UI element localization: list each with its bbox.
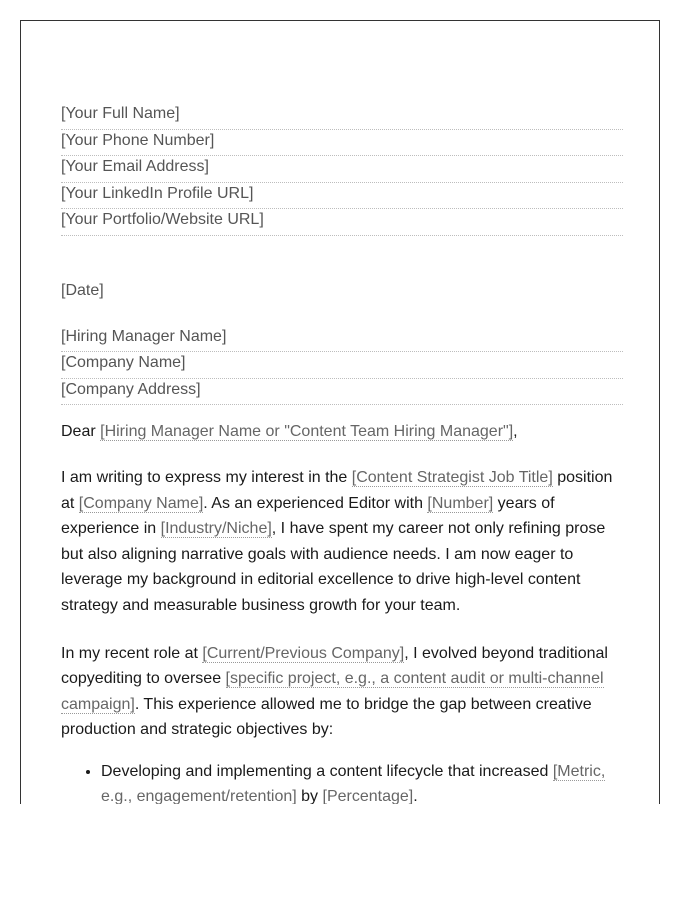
text: position at [61,469,613,512]
text: . As an experienced Editor with [203,494,428,512]
paragraph-intro [61,465,623,619]
paragraph-experience [61,641,623,743]
email-field[interactable]: [Your Email Address] [61,156,623,183]
text: Developing and implementing a content lifecycle that increased [101,762,553,780]
letter-page [20,20,660,804]
achievement-list [61,759,623,804]
letter-content [61,103,623,804]
placeholder-number[interactable]: [Number] [427,494,494,512]
text: , I have spent my career not only refining prose but also aligning narrative goals with audience needs. I am now eager to leverage my background in editorial excellence to drive high-level content strategy and measurable business growth for your team. [61,520,606,614]
phone-field[interactable]: [Your Phone Number] [61,130,623,157]
company-name-field[interactable]: [Company Name] [61,352,623,379]
salutation [61,421,623,443]
text: by [296,787,323,804]
text: years of experience in [61,494,555,538]
list-item [101,759,623,804]
text: I am writing to express my interest in the [61,469,352,486]
salutation-prefix: Dear [61,423,101,440]
placeholder-industry[interactable]: [Industry/Niche] [160,520,272,538]
salutation-suffix: , [513,423,518,440]
placeholder-percentage[interactable]: [Percentage] [322,787,414,804]
placeholder-company-name[interactable]: [Company Name] [78,494,204,512]
text: , I evolved beyond traditional copyediting to oversee [61,644,608,688]
placeholder-metric[interactable]: [Metric, e.g., engagement/retention] [101,762,606,804]
date-field[interactable]: [Date] [61,281,104,299]
full-name-field[interactable]: [Your Full Name] [61,103,623,130]
recipient-block [61,326,623,406]
text: . [413,787,418,804]
company-address-field[interactable]: [Company Address] [61,379,623,406]
text: In my recent role at [61,644,203,662]
portfolio-field[interactable]: [Your Portfolio/Website URL] [61,209,623,236]
salutation-placeholder[interactable]: [Hiring Manager Name or "Content Team Hiring Manager"] [100,423,514,440]
contact-block [61,103,623,236]
placeholder-company[interactable]: [Current/Previous Company] [202,644,405,662]
placeholder-project[interactable]: [specific project, e.g., a content audit or multi-channel campaign] [61,670,604,713]
text: . This experience allowed me to bridge the gap between creative production and strategic objectives by: [61,695,592,739]
linkedin-field[interactable]: [Your LinkedIn Profile URL] [61,183,623,210]
hiring-manager-field[interactable]: [Hiring Manager Name] [61,326,623,353]
placeholder-job-title[interactable]: [Content Strategist Job Title] [351,469,553,486]
